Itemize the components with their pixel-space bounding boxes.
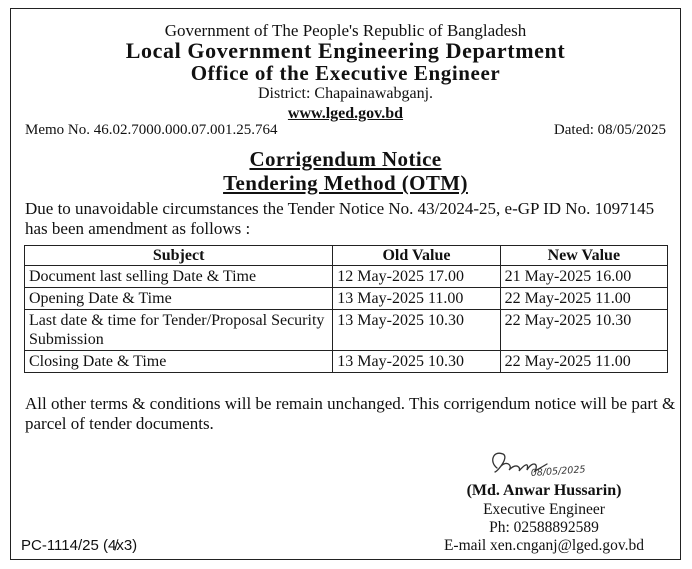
table-cell: Closing Date & Time <box>25 351 333 373</box>
memo-number: Memo No. 46.02.7000.000.07.001.25.764 <box>25 122 278 138</box>
district-line: District: Chapainawabganj. <box>257 85 434 102</box>
signatory-email[interactable]: E-mail xen.cnganj@lged.gov.bd <box>443 537 645 554</box>
notice-subtitle: Tendering Method (OTM) <box>223 171 468 195</box>
table-header-row <box>25 246 668 266</box>
amendment-table <box>24 245 668 373</box>
table-row <box>25 266 668 288</box>
table-row <box>25 288 668 310</box>
svg-text:08/05/2025: 08/05/2025 <box>530 464 586 479</box>
print-code: PC-1114/25 (4̸x3) <box>21 537 138 554</box>
signatory-designation: Executive Engineer <box>483 501 605 518</box>
table-cell: 13 May-2025 10.30 <box>333 310 500 351</box>
column-header: Old Value <box>333 246 500 266</box>
office-name: Office of the Executive Engineer <box>190 61 501 85</box>
table-cell: 13 May-2025 11.00 <box>333 288 500 310</box>
table-row <box>25 351 668 373</box>
table-cell: 21 May-2025 16.00 <box>500 266 667 288</box>
closing-paragraph: All other terms & conditions will be remain unchanged. This corrigendum notice will be part & parcel of tender documents. <box>25 394 676 433</box>
signatory-phone: Ph: 02588892589 <box>489 519 599 536</box>
column-header: Subject <box>25 246 333 266</box>
table-row <box>25 310 668 351</box>
table-cell: 22 May-2025 11.00 <box>500 351 667 373</box>
table-cell: Opening Date & Time <box>25 288 333 310</box>
table-cell: 22 May-2025 10.30 <box>500 310 667 351</box>
government-line: Government of The People's Republic of Bangladesh <box>164 21 527 40</box>
notice-page <box>10 8 681 560</box>
table-cell: Document last selling Date & Time <box>25 266 333 288</box>
memo-date: Dated: 08/05/2025 <box>553 122 666 138</box>
table-cell: Last date & time for Tender/Proposal Security Submission <box>25 310 333 351</box>
notice-title: Corrigendum Notice <box>249 147 442 171</box>
column-header: New Value <box>500 246 667 266</box>
signatory-name: (Md. Anwar Hussarin) <box>466 482 622 499</box>
table-cell: 22 May-2025 11.00 <box>500 288 667 310</box>
table-cell: 12 May-2025 17.00 <box>333 266 500 288</box>
table-cell: 13 May-2025 10.30 <box>333 351 500 373</box>
handwritten-signature <box>487 446 597 485</box>
department-name: Local Government Engineering Department <box>125 38 566 63</box>
website-link[interactable]: www.lged.gov.bd <box>287 105 404 122</box>
intro-paragraph: Due to unavoidable circumstances the Tender Notice No. 43/2024-25, e-GP ID No. 1097145 has been amendment as follows : <box>25 199 655 238</box>
